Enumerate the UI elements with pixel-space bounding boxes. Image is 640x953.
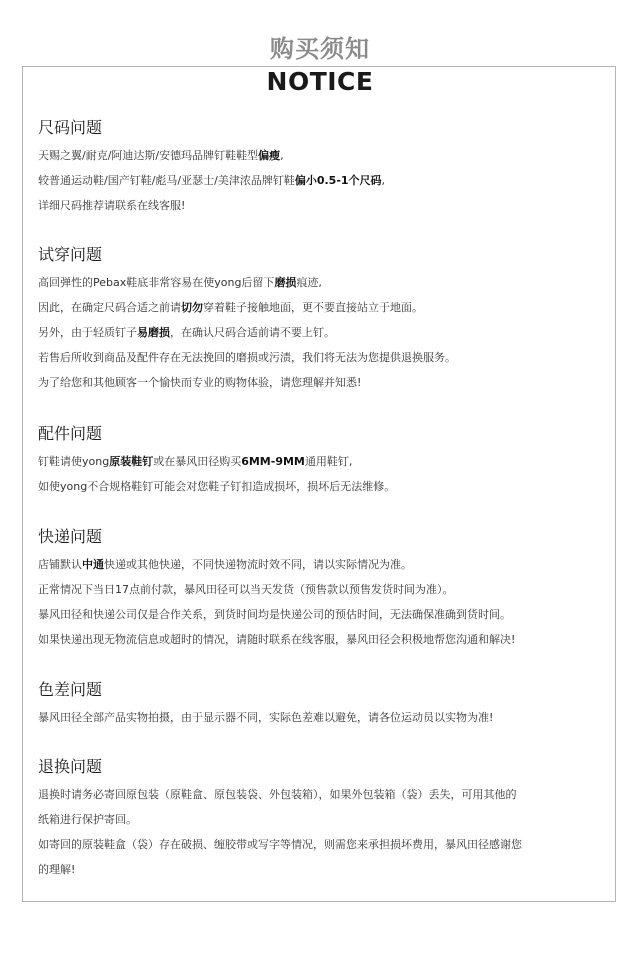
section-accessories <box>38 424 612 499</box>
highlight-text: 偏小0.5-1个尺码 <box>294 174 382 187</box>
section-delivery <box>38 527 612 652</box>
text-line <box>38 193 612 218</box>
text-run: ，在确认尺码合适前请不要上钉。 <box>170 326 335 339</box>
text-line <box>38 295 612 320</box>
text-run: 退换时请务必寄回原包装（原鞋盒、原包装袋、外包装箱），如果外包装箱（袋）丢失，可用其他的 <box>38 788 517 801</box>
section-heading: 色差问题 <box>38 680 103 699</box>
section-heading: 配件问题 <box>38 424 103 443</box>
text-line <box>38 449 612 474</box>
text-run: 因此，在确定尺码合适之前请 <box>38 301 181 314</box>
section-heading: 快递问题 <box>38 527 103 546</box>
text-run: 店铺默认 <box>38 558 82 571</box>
text-line <box>38 345 612 370</box>
highlight-text: 原装鞋钉 <box>109 455 154 468</box>
section-body <box>38 705 612 730</box>
text-run: 痕迹, <box>296 276 322 289</box>
section-size <box>38 118 612 218</box>
text-run: 为了给您和其他顾客一个愉快而专业的购物体验，请您理解并知悉! <box>38 376 362 389</box>
text-line <box>38 832 612 857</box>
highlight-text: 易磨损 <box>137 326 170 339</box>
text-run: 或在暴风田径购买 <box>153 455 242 468</box>
highlight-text: 切勿 <box>181 301 203 314</box>
text-run: 暴风田径全部产品实物拍摄，由于显示器不同，实际色差难以避免，请各位运动员以实物为准! <box>38 711 494 724</box>
highlight-text: 6MM-9MM <box>241 455 305 468</box>
text-run: 如寄回的原装鞋盒（袋）存在破损、缠胶带或写字等情况，则需您来承担损坏费用，暴风田径感谢您 <box>38 838 522 851</box>
section-body <box>38 270 612 395</box>
text-line <box>38 320 612 345</box>
highlight-text: 中通 <box>82 558 104 571</box>
text-line <box>38 143 612 168</box>
page-title-chinese: 购买须知 <box>270 35 370 63</box>
text-run: 钉鞋请使yong <box>38 455 110 468</box>
section-returns <box>38 757 612 882</box>
text-line <box>38 782 612 807</box>
text-line <box>38 370 612 395</box>
text-line <box>38 705 612 730</box>
text-run: 的理解! <box>38 863 76 876</box>
text-line <box>38 577 612 602</box>
section-try-on <box>38 245 612 395</box>
section-heading: 试穿问题 <box>38 245 103 264</box>
text-run: 通用鞋钉, <box>304 455 353 468</box>
text-line <box>38 807 612 832</box>
highlight-text: 磨损 <box>274 276 297 289</box>
text-line <box>38 552 612 577</box>
text-run: 纸箱进行保护寄回。 <box>38 813 137 826</box>
text-line <box>38 270 612 295</box>
section-body <box>38 143 612 218</box>
text-run: , <box>280 149 284 162</box>
text-run: 另外，由于轻质钉子 <box>38 326 137 339</box>
page-title-english: NOTICE <box>266 67 374 96</box>
text-run: 暴风田径和快递公司仅是合作关系，到货时间均是快递公司的预估时间，无法确保准确到货时间。 <box>38 608 511 621</box>
text-run: 详细尺码推荐请联系在线客服! <box>38 199 186 212</box>
section-heading: 尺码问题 <box>38 118 103 137</box>
text-run: , <box>381 174 386 187</box>
text-line <box>38 602 612 627</box>
section-body <box>38 449 612 499</box>
section-body <box>38 552 612 652</box>
text-run: 若售后所收到商品及配件存在无法挽回的磨损或污渍，我们将无法为您提供退换服务。 <box>38 351 456 364</box>
highlight-text: 偏瘦 <box>258 149 281 162</box>
text-run: 如果快递出现无物流信息或超时的情况，请随时联系在线客服，暴风田径会积极地帮您沟通和解决! <box>38 633 516 646</box>
section-body <box>38 782 612 882</box>
section-color-difference <box>38 680 612 730</box>
text-line <box>38 474 612 499</box>
text-line <box>38 857 612 882</box>
text-run: 快递或其他快递，不同快递物流时效不同，请以实际情况为准。 <box>104 558 412 571</box>
text-run: 天赐之翼/耐克/阿迪达斯/安德玛品牌钉鞋鞋型 <box>38 149 259 162</box>
text-line <box>38 627 612 652</box>
section-heading: 退换问题 <box>38 757 103 776</box>
text-run: 穿着鞋子接触地面，更不要直接站立于地面。 <box>203 301 423 314</box>
text-run: 高回弹性的Pebax鞋底非常容易在使yong后留下 <box>38 276 275 289</box>
text-run: 如使yong不合规格鞋钉可能会对您鞋子钉扣造成损坏，损坏后无法维修。 <box>38 480 396 493</box>
text-run: 正常情况下当日17点前付款，暴风田径可以当天发货（预售款以预售发货时间为准）。 <box>38 583 454 596</box>
text-run: 较普通运动鞋/国产钉鞋/彪马/亚瑟士/美津浓品牌钉鞋 <box>38 174 295 187</box>
text-line <box>38 168 612 193</box>
